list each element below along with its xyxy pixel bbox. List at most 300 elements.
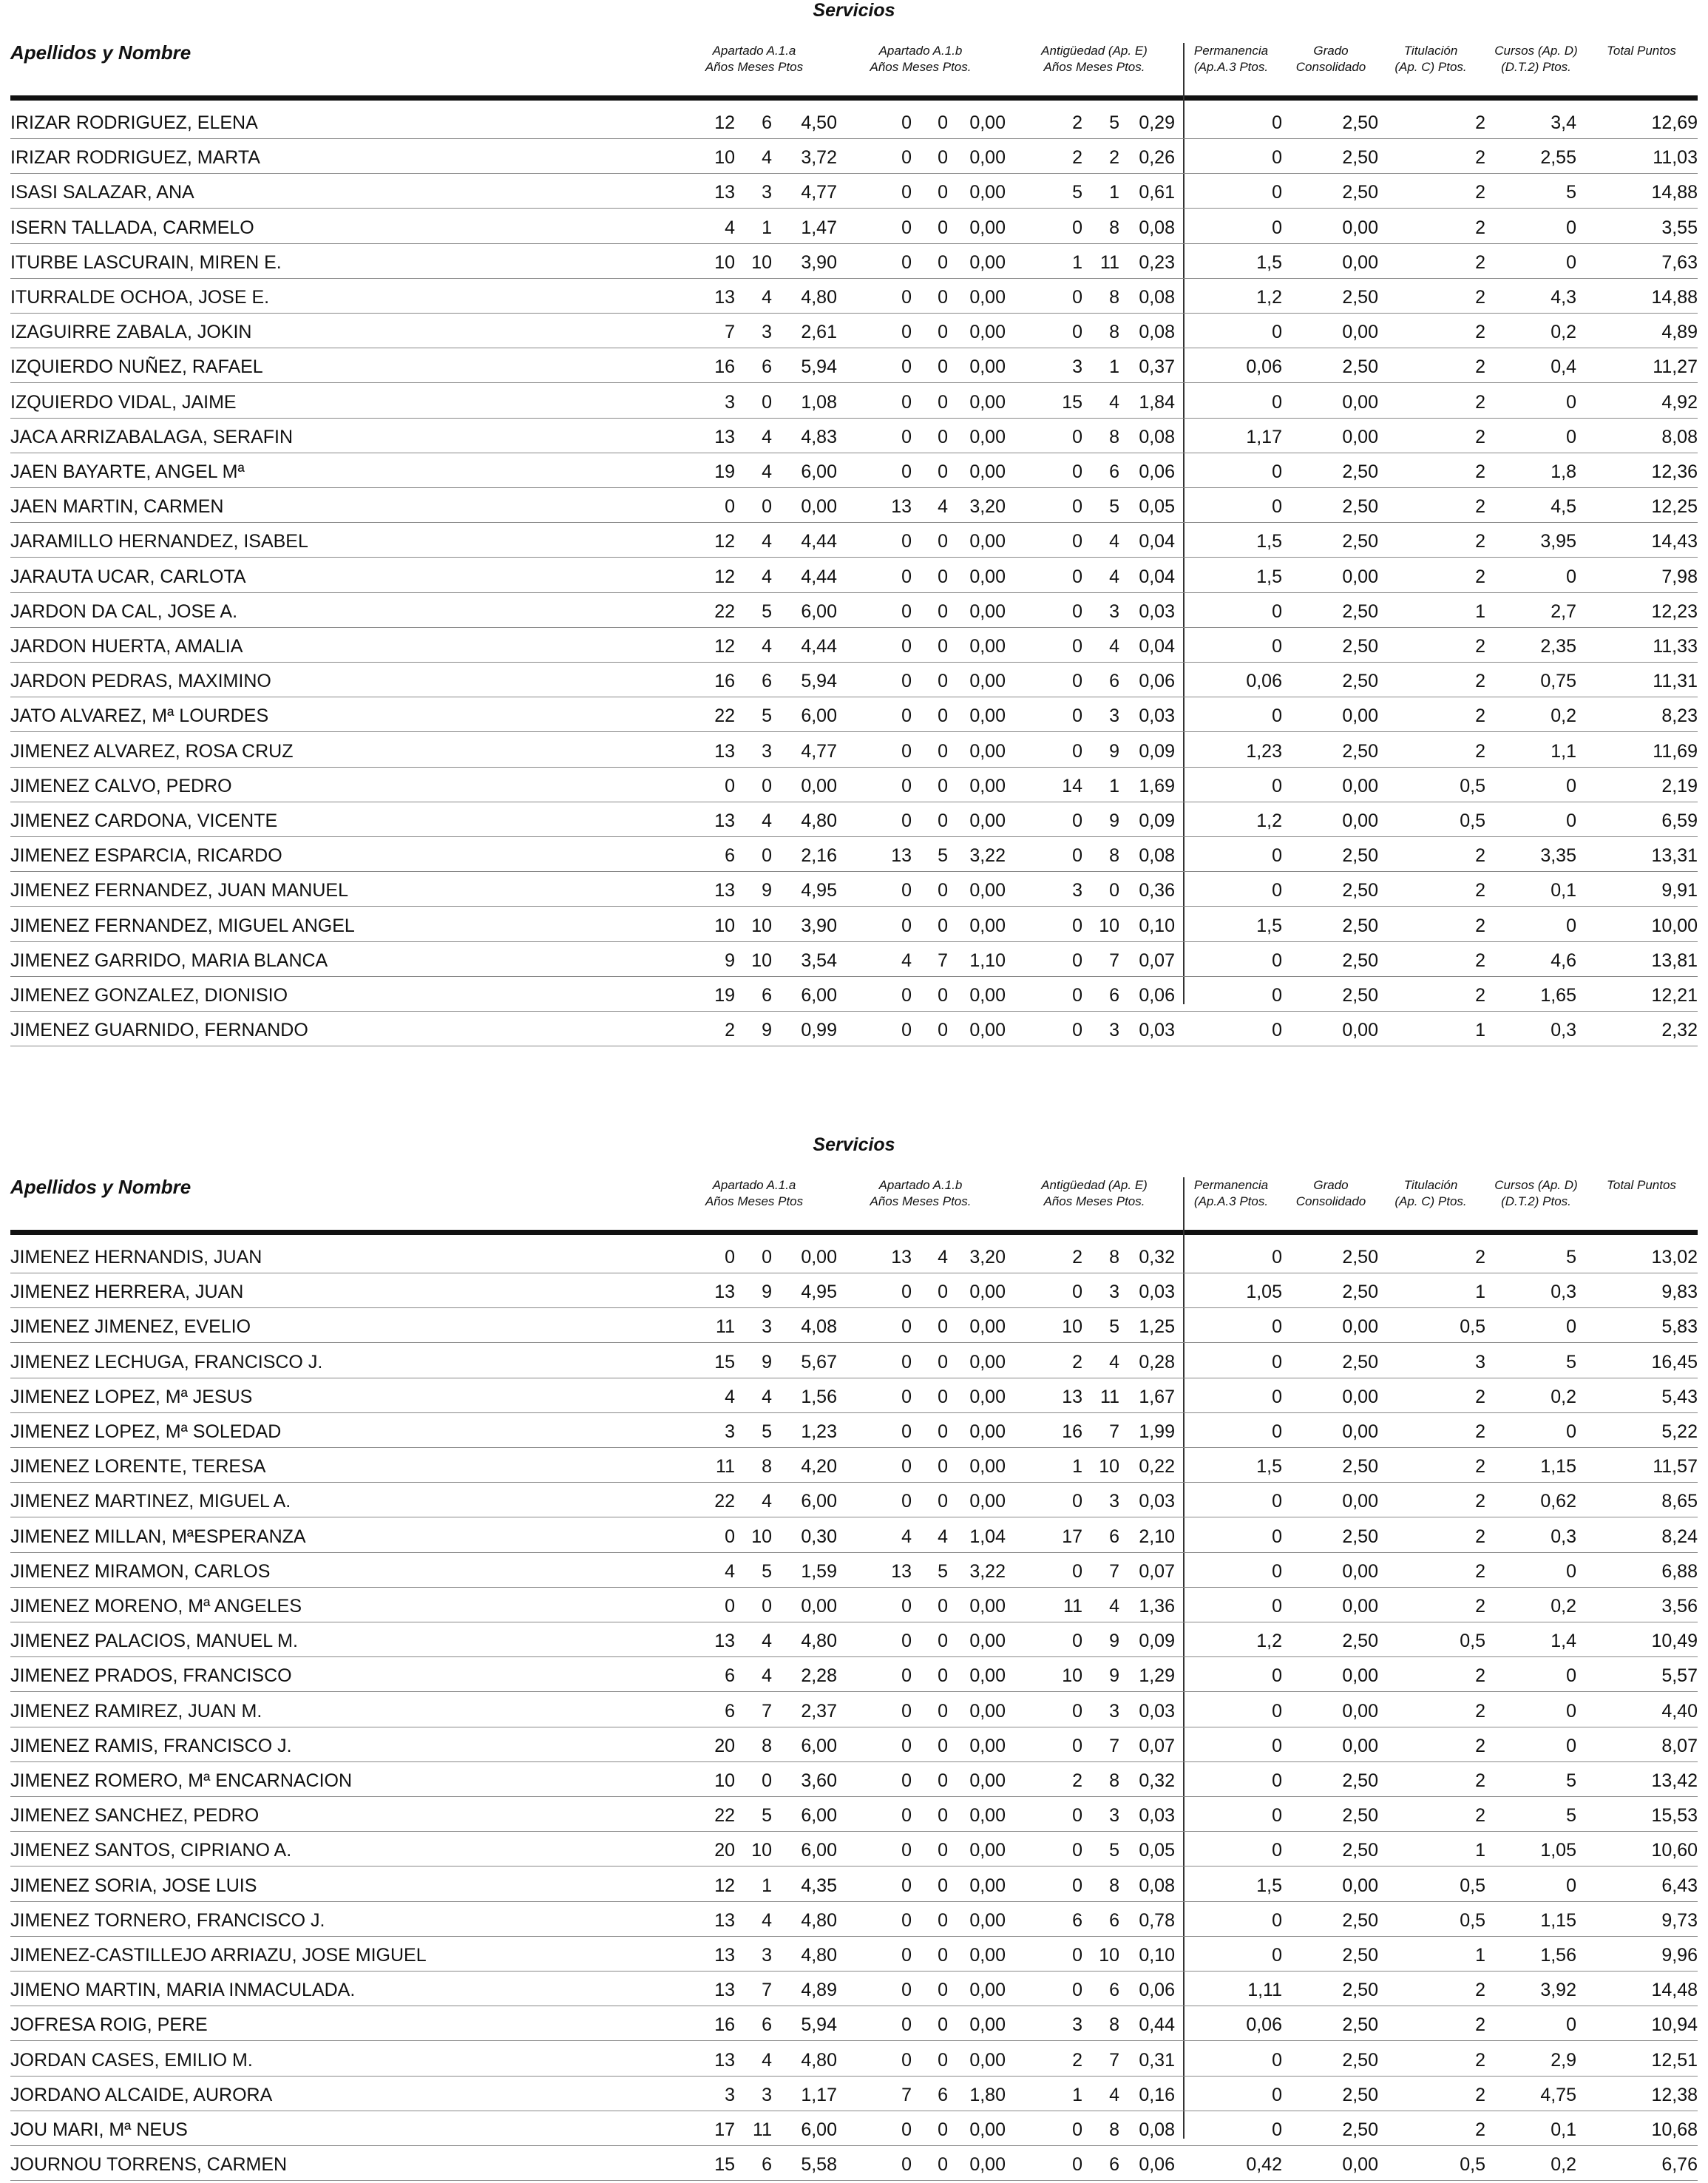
cell-name: JARDON DA CAL, JOSE A. [10,600,238,622]
cell-a1a-points: 4,80 [801,810,837,831]
section-title: Servicios [813,0,895,21]
cell-antig-points: 0,22 [1139,1456,1175,1478]
cell-a1a-months: 6 [762,2014,772,2036]
cell-antig-points: 0,78 [1139,1909,1175,1931]
cell-permanencia: 0 [1272,182,1282,203]
cell-cursos: 1,56 [1540,1945,1576,1966]
cell-a1b-years: 0 [901,2049,912,2071]
cell-titulacion: 2 [1475,391,1485,413]
cell-antig-points: 0,26 [1139,147,1175,169]
table-row [10,1866,1698,1902]
cell-a1a-years: 10 [714,1770,735,1791]
cell-antig-years: 3 [1072,880,1082,901]
cell-a1b-points: 0,00 [969,2154,1006,2176]
cell-total: 10,94 [1651,2014,1698,2036]
cell-total: 5,83 [1661,1316,1698,1338]
cell-a1b-points: 0,00 [969,2119,1006,2140]
cell-a1a-months: 6 [762,112,772,133]
cell-antig-points: 0,29 [1139,112,1175,133]
cell-a1b-points: 1,04 [969,1526,1006,1547]
cell-antig-months: 8 [1109,1770,1119,1791]
cell-grado: 2,50 [1342,740,1378,762]
cell-antig-months: 8 [1109,2119,1119,2140]
cell-grado: 2,50 [1342,1805,1378,1827]
cell-permanencia: 0 [1272,1596,1282,1617]
cell-antig-years: 0 [1072,845,1082,867]
cell-a1b-years: 0 [901,880,912,901]
cell-antig-years: 0 [1072,1700,1082,1722]
cell-a1b-years: 13 [891,1560,912,1582]
cell-antig-months: 4 [1109,391,1119,413]
cell-grado: 2,50 [1342,1631,1378,1652]
cell-a1a-years: 0 [725,1247,735,1268]
cell-permanencia: 1,5 [1256,1456,1282,1478]
cell-a1b-years: 0 [901,1456,912,1478]
cell-permanencia: 0 [1272,112,1282,133]
cell-a1a-months: 6 [762,2154,772,2176]
cell-a1a-points: 4,35 [801,1875,837,1896]
cell-a1a-months: 1 [762,1875,772,1896]
cell-a1a-months: 8 [762,1456,772,1478]
cell-a1a-years: 19 [714,461,735,482]
cell-a1a-months: 3 [762,322,772,343]
cell-name: JIMENEZ FERNANDEZ, MIGUEL ANGEL [10,915,355,936]
cell-antig-points: 0,03 [1139,1805,1175,1827]
cell-antig-months: 5 [1109,1316,1119,1338]
cell-antig-years: 0 [1072,1631,1082,1652]
cell-a1b-months: 0 [938,2014,948,2036]
cell-antig-months: 1 [1109,182,1119,203]
cell-antig-years: 0 [1072,1805,1082,1827]
cell-a1b-years: 0 [901,740,912,762]
cell-titulacion: 2 [1475,1980,1485,2001]
cell-grado: 0,00 [1342,1491,1378,1512]
cell-a1a-points: 6,00 [801,1805,837,1827]
cell-a1a-months: 4 [762,2049,772,2071]
cell-grado: 2,50 [1342,1526,1378,1547]
cell-a1a-months: 7 [762,1980,772,2001]
cell-total: 11,33 [1653,636,1698,657]
cell-a1a-months: 10 [751,1526,772,1547]
cell-a1a-points: 1,08 [801,391,837,413]
column-header-name: Apellidos y Nombre [10,1176,192,1198]
cell-cursos: 0,1 [1551,2119,1576,2140]
cell-grado: 2,50 [1342,1351,1378,1373]
cell-a1b-years: 0 [901,775,912,796]
cell-permanencia: 0 [1272,2119,1282,2140]
cell-total: 8,65 [1661,1491,1698,1512]
cell-grado: 2,50 [1342,112,1378,133]
cell-cursos: 0,2 [1551,705,1576,727]
cell-total: 11,31 [1653,671,1698,692]
cell-antig-points: 1,69 [1139,775,1175,796]
table-row [10,907,1698,942]
cell-permanencia: 1,23 [1246,740,1282,762]
cell-a1b-months: 0 [938,1386,948,1407]
cell-a1a-months: 5 [762,1560,772,1582]
cell-name: JOFRESA ROIG, PERE [10,2014,208,2036]
cell-grado: 0,00 [1342,1386,1378,1407]
cell-antig-years: 0 [1072,531,1082,552]
cell-permanencia: 1,17 [1246,426,1282,447]
cell-a1a-years: 10 [714,251,735,273]
cell-a1a-years: 13 [714,1631,735,1652]
cell-titulacion: 2 [1475,1247,1485,1268]
cell-cursos: 0 [1566,391,1576,413]
cell-antig-years: 0 [1072,1735,1082,1756]
cell-name: JARDON HUERTA, AMALIA [10,636,243,657]
cell-a1b-months: 0 [938,740,948,762]
cell-antig-months: 6 [1109,2154,1119,2176]
cell-permanencia: 0 [1272,1386,1282,1407]
column-header-grado: Grado Consolidado [1295,1178,1366,1208]
cell-a1b-points: 0,00 [969,1840,1006,1861]
cell-antig-months: 1 [1109,356,1119,378]
cell-a1b-months: 0 [938,880,948,901]
cell-a1b-years: 0 [901,1491,912,1512]
cell-a1a-months: 5 [762,705,772,727]
cell-name: JIMENEZ SANCHEZ, PEDRO [10,1805,260,1827]
cell-titulacion: 2 [1475,1770,1485,1791]
cell-a1a-years: 13 [714,740,735,762]
cell-a1a-points: 1,47 [801,217,837,238]
table-row [10,209,1698,244]
cell-name: JIMENEZ JIMENEZ, EVELIO [10,1316,251,1338]
cell-grado: 0,00 [1342,775,1378,796]
cell-a1b-points: 0,00 [969,1351,1006,1373]
cell-permanencia: 0 [1272,1421,1282,1442]
cell-a1a-points: 2,16 [801,845,837,867]
cell-a1b-years: 0 [901,985,912,1006]
cell-name: JACA ARRIZABALAGA, SERAFIN [10,426,294,447]
cell-antig-months: 9 [1109,1631,1119,1652]
cell-permanencia: 0 [1272,1491,1282,1512]
cell-a1b-points: 0,00 [969,1282,1006,1303]
cell-a1b-years: 0 [901,426,912,447]
cell-a1a-points: 4,80 [801,1945,837,1966]
cell-name: JIMENEZ HERNANDIS, JUAN [10,1247,262,1268]
column-header-total: Total Puntos [1607,1178,1676,1192]
cell-a1b-points: 0,00 [969,1945,1006,1966]
cell-titulacion: 2 [1475,950,1485,971]
cell-a1a-months: 4 [762,810,772,831]
table-row [10,1552,1698,1588]
cell-a1b-months: 0 [938,147,948,169]
cell-a1a-months: 4 [762,1631,772,1652]
table-row [10,2041,1698,2077]
cell-a1b-years: 4 [901,950,912,971]
cell-a1a-months: 6 [762,356,772,378]
cell-a1b-months: 0 [938,2049,948,2071]
cell-grado: 2,50 [1342,1247,1378,1268]
cell-total: 7,63 [1661,251,1698,273]
cell-total: 14,88 [1651,287,1698,308]
cell-a1b-years: 0 [901,600,912,622]
cell-antig-points: 0,04 [1139,636,1175,657]
cell-a1a-years: 4 [725,1386,735,1407]
cell-antig-points: 0,08 [1139,426,1175,447]
cell-a1b-months: 0 [938,322,948,343]
cell-titulacion: 2 [1475,1526,1485,1547]
cell-antig-years: 0 [1072,1560,1082,1582]
cell-permanencia: 0 [1272,845,1282,867]
cell-name: JARAUTA UCAR, CARLOTA [10,566,246,587]
cell-a1a-months: 6 [762,985,772,1006]
cell-name: JORDANO ALCAIDE, AURORA [10,2084,273,2105]
cell-antig-years: 2 [1072,1770,1082,1791]
cell-total: 3,56 [1661,1596,1698,1617]
cell-antig-years: 0 [1072,2119,1082,2140]
cell-name: ISERN TALLADA, CARMELO [10,217,254,238]
cell-a1a-points: 4,80 [801,1909,837,1931]
cell-antig-points: 0,04 [1139,531,1175,552]
cell-a1b-points: 0,00 [969,636,1006,657]
cell-titulacion: 0,5 [1460,1316,1485,1338]
cell-antig-years: 2 [1072,147,1082,169]
cell-antig-months: 10 [1099,1945,1119,1966]
cell-a1b-months: 0 [938,1351,948,1373]
cell-antig-years: 0 [1072,600,1082,622]
cell-a1a-points: 3,90 [801,251,837,273]
header-rule [10,1230,1698,1235]
cell-permanencia: 0 [1272,147,1282,169]
cell-permanencia: 1,2 [1256,1631,1282,1652]
cell-antig-points: 0,32 [1139,1770,1175,1791]
cell-antig-months: 6 [1109,985,1119,1006]
cell-titulacion: 2 [1475,985,1485,1006]
cell-titulacion: 2 [1475,671,1485,692]
cell-a1a-points: 6,00 [801,705,837,727]
cell-a1b-years: 0 [901,112,912,133]
table-row [10,1482,1698,1517]
cell-cursos: 0,4 [1551,356,1576,378]
cell-permanencia: 0,42 [1246,2154,1282,2176]
cell-grado: 2,50 [1342,915,1378,936]
cell-cursos: 1,65 [1540,985,1576,1006]
table-row [10,1011,1698,1046]
cell-a1b-points: 0,00 [969,1456,1006,1478]
cell-permanencia: 1,2 [1256,287,1282,308]
cell-a1b-points: 0,00 [969,287,1006,308]
cell-a1b-months: 0 [938,1805,948,1827]
cell-grado: 0,00 [1342,1735,1378,1756]
cell-permanencia: 0 [1272,1665,1282,1687]
cell-name: IRIZAR RODRIGUEZ, MARTA [10,147,260,169]
cell-total: 13,31 [1651,845,1698,867]
cell-antig-years: 0 [1072,810,1082,831]
cell-a1b-years: 0 [901,1316,912,1338]
cell-antig-years: 2 [1072,112,1082,133]
cell-a1b-years: 0 [901,287,912,308]
cell-cursos: 0 [1566,915,1576,936]
cell-a1a-months: 4 [762,287,772,308]
cell-antig-years: 0 [1072,287,1082,308]
cell-cursos: 0,3 [1551,1282,1576,1303]
cell-antig-years: 10 [1062,1665,1082,1687]
cell-total: 13,02 [1651,1247,1698,1268]
table-row [10,104,1698,139]
cell-a1b-years: 0 [901,1909,912,1931]
cell-permanencia: 0 [1272,2084,1282,2105]
cell-a1a-years: 22 [714,1805,735,1827]
cell-grado: 2,50 [1342,496,1378,518]
cell-grado: 0,00 [1342,322,1378,343]
cell-a1a-months: 4 [762,1491,772,1512]
cell-antig-years: 0 [1072,671,1082,692]
cell-grado: 2,50 [1342,287,1378,308]
table-row [10,1517,1698,1553]
cell-cursos: 4,75 [1540,2084,1576,2105]
cell-total: 12,21 [1651,985,1698,1006]
cell-a1b-points: 0,00 [969,1875,1006,1896]
cell-a1a-points: 5,94 [801,671,837,692]
cell-grado: 0,00 [1342,251,1378,273]
cell-a1a-years: 17 [714,2119,735,2140]
cell-a1b-months: 5 [938,1560,948,1582]
cell-a1b-years: 0 [901,915,912,936]
cell-grado: 2,50 [1342,182,1378,203]
cell-a1a-points: 4,80 [801,1631,837,1652]
column-header-cursos: Cursos (Ap. D) (D.T.2) Ptos. [1494,44,1578,74]
cell-titulacion: 2 [1475,2049,1485,2071]
cell-name: JATO ALVAREZ, Mª LOURDES [10,705,269,727]
cell-cursos: 5 [1566,182,1576,203]
cell-total: 10,00 [1651,915,1698,936]
cell-a1b-months: 0 [938,356,948,378]
cell-a1a-points: 1,23 [801,1421,837,1442]
cell-a1a-years: 9 [725,950,735,971]
cell-a1b-months: 0 [938,2154,948,2176]
cell-antig-months: 8 [1109,1247,1119,1268]
cell-antig-points: 0,07 [1139,1735,1175,1756]
cell-cursos: 1,15 [1540,1909,1576,1931]
table-row [10,487,1698,523]
table-row [10,662,1698,697]
cell-total: 6,76 [1661,2154,1698,2176]
cell-name: JIMENEZ LECHUGA, FRANCISCO J. [10,1351,323,1373]
cell-a1b-years: 0 [901,531,912,552]
cell-grado: 2,50 [1342,147,1378,169]
cell-antig-years: 0 [1072,1491,1082,1512]
cell-permanencia: 0 [1272,880,1282,901]
cell-antig-months: 3 [1109,1805,1119,1827]
header-rule [10,95,1698,101]
cell-total: 14,88 [1651,182,1698,203]
cell-a1a-points: 3,72 [801,147,837,169]
cell-titulacion: 2 [1475,2014,1485,2036]
cell-permanencia: 1,5 [1256,531,1282,552]
cell-cursos: 0,75 [1540,671,1576,692]
cell-a1a-points: 5,67 [801,1351,837,1373]
cell-a1b-points: 0,00 [969,147,1006,169]
table-row [10,1412,1698,1448]
cell-a1a-years: 2 [725,1020,735,1041]
cell-a1a-points: 1,59 [801,1560,837,1582]
cell-cursos: 2,55 [1540,147,1576,169]
column-header-a1a: Apartado A.1.a Años Meses Ptos [705,1178,804,1208]
cell-a1b-months: 0 [938,426,948,447]
cell-a1b-months: 7 [938,950,948,971]
cell-a1a-points: 4,95 [801,1282,837,1303]
cell-total: 12,36 [1651,461,1698,482]
cell-titulacion: 2 [1475,2084,1485,2105]
cell-titulacion: 0,5 [1460,1631,1485,1652]
table-row [10,732,1698,768]
cell-antig-points: 0,10 [1139,1945,1175,1966]
cell-a1b-years: 0 [901,461,912,482]
column-header-grado: Grado Consolidado [1295,44,1366,74]
cell-permanencia: 0 [1272,1700,1282,1722]
cell-permanencia: 0 [1272,1020,1282,1041]
cell-name: JIMENEZ LOPEZ, Mª SOLEDAD [10,1421,282,1442]
cell-a1a-months: 4 [762,1909,772,1931]
cell-titulacion: 2 [1475,1700,1485,1722]
cell-antig-months: 7 [1109,950,1119,971]
cell-titulacion: 2 [1475,182,1485,203]
table-row [10,976,1698,1012]
cell-permanencia: 0 [1272,1805,1282,1827]
cell-antig-points: 1,25 [1139,1316,1175,1338]
cell-cursos: 1,1 [1551,740,1576,762]
cell-antig-years: 0 [1072,985,1082,1006]
cell-titulacion: 2 [1475,147,1485,169]
column-header-total: Total Puntos [1607,44,1676,58]
cell-cursos: 1,8 [1551,461,1576,482]
cell-a1a-years: 3 [725,2084,735,2105]
cell-antig-months: 8 [1109,217,1119,238]
cell-antig-months: 2 [1109,147,1119,169]
cell-a1a-years: 13 [714,287,735,308]
cell-total: 10,60 [1651,1840,1698,1861]
cell-cursos: 0,1 [1551,880,1576,901]
cell-titulacion: 2 [1475,1421,1485,1442]
cell-grado: 0,00 [1342,1700,1378,1722]
cell-a1b-months: 0 [938,1665,948,1687]
cell-a1a-years: 4 [725,1560,735,1582]
cell-a1b-points: 0,00 [969,217,1006,238]
cell-a1b-months: 0 [938,182,948,203]
cell-antig-years: 0 [1072,496,1082,518]
cell-antig-points: 0,44 [1139,2014,1175,2036]
cell-a1b-years: 0 [901,322,912,343]
cell-a1a-months: 0 [762,1247,772,1268]
cell-cursos: 1,15 [1540,1456,1576,1478]
cell-total: 13,42 [1651,1770,1698,1791]
cell-a1a-years: 12 [714,112,735,133]
cell-a1b-points: 0,00 [969,1909,1006,1931]
cell-name: JIMENEZ TORNERO, FRANCISCO J. [10,1909,325,1931]
cell-antig-months: 3 [1109,600,1119,622]
cell-antig-points: 0,08 [1139,1875,1175,1896]
table-row [10,592,1698,628]
cell-a1a-years: 6 [725,845,735,867]
cell-a1a-months: 5 [762,1421,772,1442]
cell-antig-years: 3 [1072,356,1082,378]
cell-grado: 0,00 [1342,1596,1378,1617]
cell-a1a-years: 15 [714,1351,735,1373]
cell-a1b-months: 0 [938,566,948,587]
cell-a1a-points: 6,00 [801,2119,837,2140]
cell-cursos: 0 [1566,1421,1576,1442]
cell-a1b-points: 0,00 [969,1700,1006,1722]
cell-a1a-months: 3 [762,182,772,203]
cell-titulacion: 2 [1475,845,1485,867]
cell-a1a-points: 3,54 [801,950,837,971]
cell-a1b-years: 0 [901,1875,912,1896]
cell-antig-points: 0,03 [1139,705,1175,727]
cell-antig-points: 0,03 [1139,1491,1175,1512]
cell-permanencia: 0 [1272,1770,1282,1791]
